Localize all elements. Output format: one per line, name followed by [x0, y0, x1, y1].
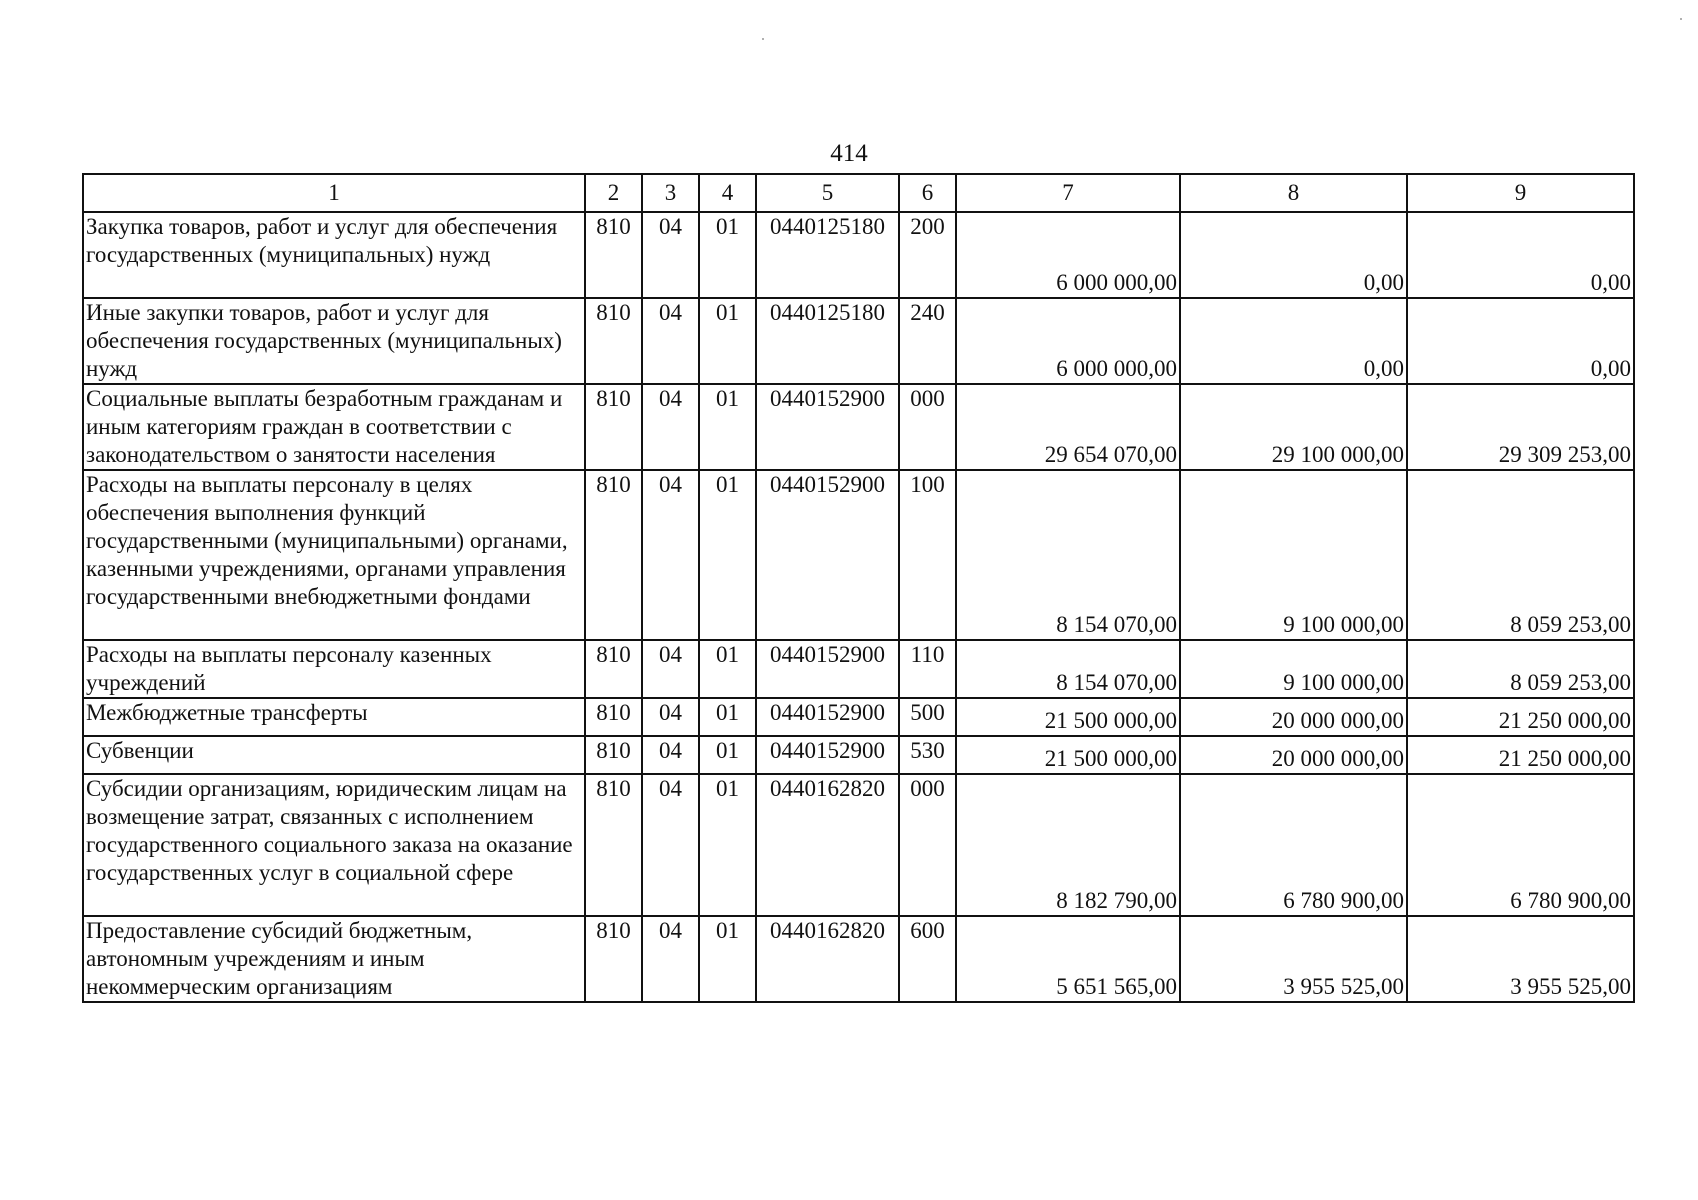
page-number: 414	[830, 140, 868, 167]
row-description: Иные закупки товаров, работ и услуг для обеспечения государственных (муниципальных) нужд	[83, 298, 585, 384]
table-row	[83, 640, 1634, 698]
table-row	[83, 212, 1634, 298]
section-code: 04	[642, 736, 699, 774]
subsection-code: 01	[699, 384, 756, 470]
amount-col-8: 29 100 000,00	[1180, 384, 1407, 470]
section-code: 04	[642, 640, 699, 698]
column-header: 6	[899, 174, 956, 212]
expense-type-code: 000	[899, 384, 956, 470]
target-article-code: 0440125180	[756, 212, 899, 298]
row-description: Межбюджетные трансферты	[83, 698, 585, 736]
amount-col-9: 8 059 253,00	[1407, 640, 1634, 698]
table-row	[83, 298, 1634, 384]
row-description: Субсидии организациям, юридическим лицам на возмещение затрат, связанных с исполнением государственного социального заказа на оказание государственных услуг в социальной сфере	[83, 774, 585, 916]
table-row	[83, 470, 1634, 640]
subsection-code: 01	[699, 212, 756, 298]
ved-code: 810	[585, 384, 642, 470]
amount-col-8: 9 100 000,00	[1180, 640, 1407, 698]
column-header: 2	[585, 174, 642, 212]
column-header: 1	[83, 174, 585, 212]
amount-col-9: 21 250 000,00	[1407, 736, 1634, 774]
amount-col-9: 29 309 253,00	[1407, 384, 1634, 470]
subsection-code: 01	[699, 774, 756, 916]
ved-code: 810	[585, 298, 642, 384]
target-article-code: 0440152900	[756, 640, 899, 698]
target-article-code: 0440162820	[756, 774, 899, 916]
amount-col-8: 3 955 525,00	[1180, 916, 1407, 1002]
section-code: 04	[642, 298, 699, 384]
target-article-code: 0440152900	[756, 698, 899, 736]
subsection-code: 01	[699, 470, 756, 640]
ved-code: 810	[585, 774, 642, 916]
expense-type-code: 000	[899, 774, 956, 916]
budget-table	[82, 173, 1635, 1003]
amount-col-7: 29 654 070,00	[956, 384, 1180, 470]
amount-col-7: 8 182 790,00	[956, 774, 1180, 916]
column-header: 7	[956, 174, 1180, 212]
subsection-code: 01	[699, 698, 756, 736]
ved-code: 810	[585, 470, 642, 640]
ved-code: 810	[585, 916, 642, 1002]
amount-col-7: 8 154 070,00	[956, 640, 1180, 698]
amount-col-7: 5 651 565,00	[956, 916, 1180, 1002]
section-code: 04	[642, 470, 699, 640]
expense-type-code: 100	[899, 470, 956, 640]
amount-col-8: 0,00	[1180, 298, 1407, 384]
subsection-code: 01	[699, 916, 756, 1002]
amount-col-7: 21 500 000,00	[956, 736, 1180, 774]
section-code: 04	[642, 212, 699, 298]
column-header: 5	[756, 174, 899, 212]
column-header: 8	[1180, 174, 1407, 212]
expense-type-code: 600	[899, 916, 956, 1002]
amount-col-9: 6 780 900,00	[1407, 774, 1634, 916]
column-header: 9	[1407, 174, 1634, 212]
amount-col-8: 20 000 000,00	[1180, 736, 1407, 774]
amount-col-9: 0,00	[1407, 212, 1634, 298]
expense-type-code: 200	[899, 212, 956, 298]
amount-col-8: 6 780 900,00	[1180, 774, 1407, 916]
ved-code: 810	[585, 736, 642, 774]
amount-col-9: 3 955 525,00	[1407, 916, 1634, 1002]
row-description: Социальные выплаты безработным гражданам и иным категориям граждан в соответствии с законодательством о занятости населения	[83, 384, 585, 470]
target-article-code: 0440152900	[756, 384, 899, 470]
amount-col-8: 20 000 000,00	[1180, 698, 1407, 736]
table-row	[83, 384, 1634, 470]
section-code: 04	[642, 916, 699, 1002]
table-row	[83, 698, 1634, 736]
subsection-code: 01	[699, 640, 756, 698]
row-description: Закупка товаров, работ и услуг для обеспечения государственных (муниципальных) нужд	[83, 212, 585, 298]
table-row	[83, 774, 1634, 916]
ved-code: 810	[585, 698, 642, 736]
row-description: Субвенции	[83, 736, 585, 774]
table-row	[83, 916, 1634, 1002]
target-article-code: 0440152900	[756, 470, 899, 640]
scan-speck	[762, 38, 764, 40]
section-code: 04	[642, 774, 699, 916]
column-header: 4	[699, 174, 756, 212]
subsection-code: 01	[699, 736, 756, 774]
ved-code: 810	[585, 640, 642, 698]
target-article-code: 0440162820	[756, 916, 899, 1002]
expense-type-code: 530	[899, 736, 956, 774]
row-description: Предоставление субсидий бюджетным, автономным учреждениям и иным некоммерческим организациям	[83, 916, 585, 1002]
row-description: Расходы на выплаты персоналу казенных учреждений	[83, 640, 585, 698]
expense-type-code: 110	[899, 640, 956, 698]
target-article-code: 0440152900	[756, 736, 899, 774]
section-code: 04	[642, 698, 699, 736]
amount-col-8: 0,00	[1180, 212, 1407, 298]
table-row	[83, 736, 1634, 774]
amount-col-7: 6 000 000,00	[956, 212, 1180, 298]
amount-col-9: 0,00	[1407, 298, 1634, 384]
amount-col-7: 8 154 070,00	[956, 470, 1180, 640]
amount-col-7: 6 000 000,00	[956, 298, 1180, 384]
table-header-row	[83, 174, 1634, 212]
amount-col-7: 21 500 000,00	[956, 698, 1180, 736]
amount-col-9: 8 059 253,00	[1407, 470, 1634, 640]
column-header: 3	[642, 174, 699, 212]
subsection-code: 01	[699, 298, 756, 384]
ved-code: 810	[585, 212, 642, 298]
amount-col-9: 21 250 000,00	[1407, 698, 1634, 736]
amount-col-8: 9 100 000,00	[1180, 470, 1407, 640]
section-code: 04	[642, 384, 699, 470]
expense-type-code: 500	[899, 698, 956, 736]
row-description: Расходы на выплаты персоналу в целях обеспечения выполнения функций государственными (муниципальными) органами, казенными учреждениями, органами управления государственными внебюджетными фондами	[83, 470, 585, 640]
target-article-code: 0440125180	[756, 298, 899, 384]
scan-speck	[1680, 18, 1682, 20]
expense-type-code: 240	[899, 298, 956, 384]
